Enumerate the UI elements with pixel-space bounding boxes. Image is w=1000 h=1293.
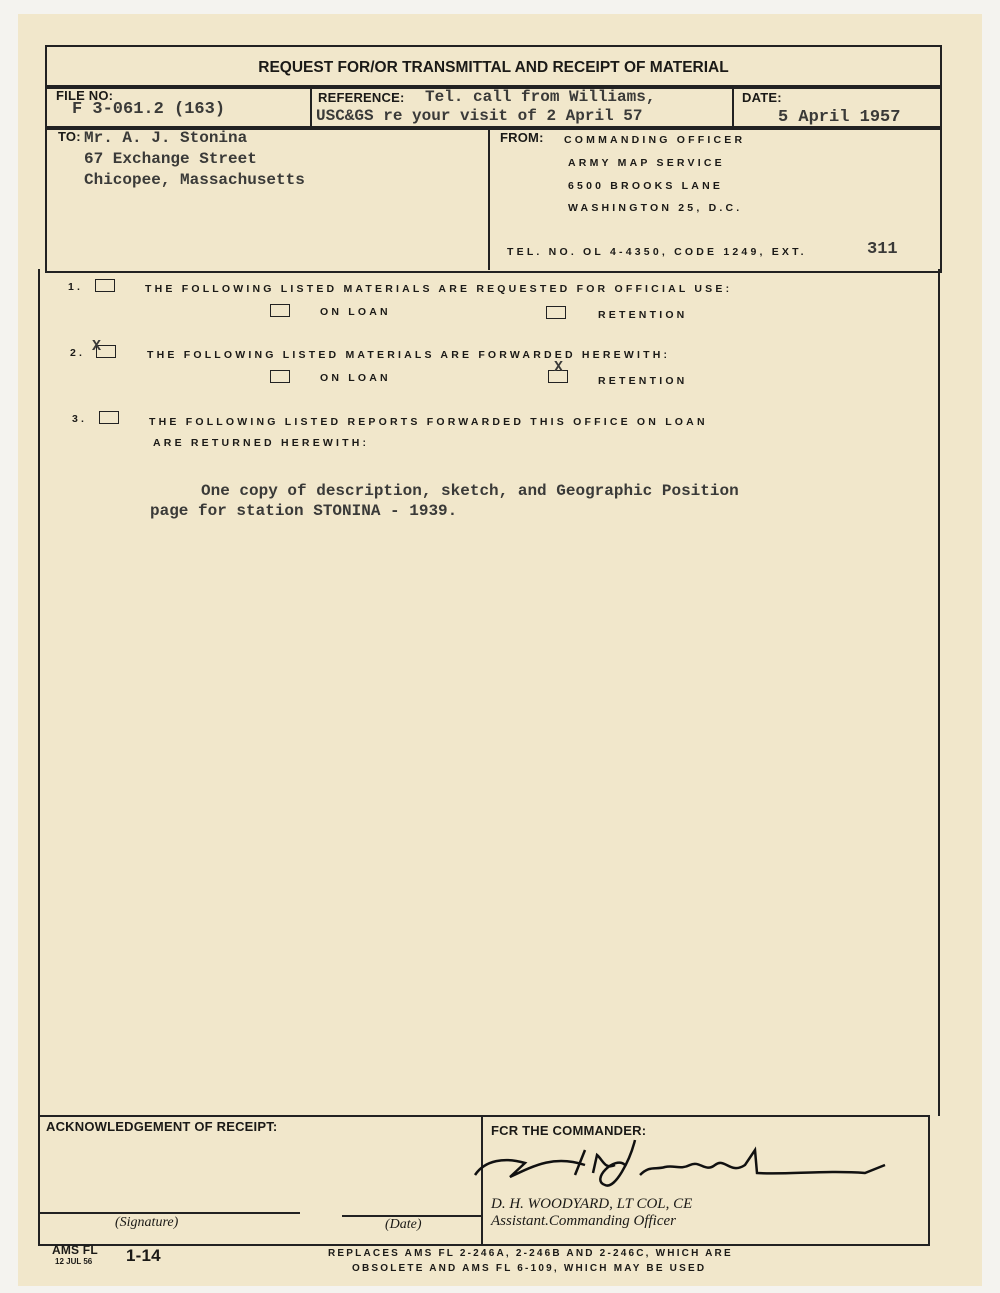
divider: [488, 127, 490, 270]
date-value: 5 April 1957: [778, 108, 901, 127]
signature-caption: (Signature): [115, 1215, 179, 1230]
item-3-text-line2: ARE RETURNED HEREWITH:: [153, 437, 370, 449]
item-2-check-mark: X: [92, 338, 102, 355]
from-ext: 311: [867, 240, 898, 259]
item-1-number: 1.: [68, 281, 84, 293]
item-3-checkbox[interactable]: [99, 411, 119, 424]
item-2-number: 2.: [70, 347, 86, 359]
date-label: DATE:: [742, 90, 782, 105]
item-2-on-loan-checkbox[interactable]: [270, 370, 290, 383]
from-label: FROM:: [500, 130, 544, 145]
materials-description: [150, 481, 739, 521]
from-line2: ARMY MAP SERVICE: [568, 157, 725, 169]
item-1-checkbox[interactable]: [95, 279, 115, 292]
file-no-value: F 3-061.2 (163): [72, 100, 226, 119]
item-1-on-loan-label: ON LOAN: [320, 306, 391, 318]
from-line4: WASHINGTON 25, D.C.: [568, 202, 743, 214]
item-1-retention-label: RETENTION: [598, 309, 688, 321]
item-1-on-loan-checkbox[interactable]: [270, 304, 290, 317]
commander-name: D. H. WOODYARD, LT COL, CE: [491, 1196, 693, 1212]
to-city: Chicopee, Massachusetts: [84, 171, 305, 189]
item-2-text: THE FOLLOWING LISTED MATERIALS ARE FORWARDED HEREWITH:: [147, 349, 671, 361]
form-title: REQUEST FOR/OR TRANSMITTAL AND RECEIPT OF MATERIAL: [258, 59, 729, 76]
file-no-label: FILE NO:: [56, 88, 114, 103]
signature-line: [40, 1212, 300, 1214]
right-border: [938, 269, 940, 1116]
commander-signature: [465, 1135, 905, 1195]
reference-line2: USC&GS re your visit of 2 April 57: [316, 107, 643, 125]
to-address: [84, 128, 305, 191]
item-1-text: THE FOLLOWING LISTED MATERIALS ARE REQUESTED FOR OFFICIAL USE:: [145, 283, 733, 295]
left-border: [38, 269, 40, 1116]
item-3-text: THE FOLLOWING LISTED REPORTS FORWARDED THIS OFFICE ON LOAN: [149, 416, 708, 428]
divider: [310, 86, 312, 128]
reference-label: REFERENCE:: [318, 90, 405, 105]
description-line2: page for station STONINA - 1939.: [150, 502, 458, 520]
to-street: 67 Exchange Street: [84, 150, 257, 168]
commander-title: Assistant.Commanding Officer: [491, 1213, 677, 1229]
description-line1: One copy of description, sketch, and Geographic Position: [201, 482, 739, 500]
commander-label: FCR THE COMMANDER:: [491, 1123, 647, 1138]
from-tel: TEL. NO. OL 4-4350, CODE 1249, EXT.: [507, 246, 807, 258]
replaces-line2: OBSOLETE AND AMS FL 6-109, WHICH MAY BE USED: [352, 1263, 707, 1274]
title-box: [45, 45, 942, 89]
replaces-line1: REPLACES AMS FL 2-246A, 2-246B AND 2-246C, WHICH ARE: [328, 1248, 733, 1259]
divider: [732, 86, 734, 128]
form-id: AMS FL: [52, 1243, 98, 1257]
from-line3: 6500 BROOKS LANE: [568, 180, 724, 192]
date-caption: (Date): [385, 1217, 422, 1232]
item-2-on-loan-label: ON LOAN: [320, 372, 391, 384]
form-number: 1-14: [126, 1246, 161, 1265]
item-2-retention-check-mark: X: [554, 359, 564, 376]
to-label: TO:: [58, 129, 81, 144]
to-name: Mr. A. J. Stonina: [84, 129, 248, 147]
from-line1: COMMANDING OFFICER: [564, 134, 746, 146]
item-3-number: 3.: [72, 413, 88, 425]
item-1-retention-checkbox[interactable]: [546, 306, 566, 319]
item-2-retention-label: RETENTION: [598, 375, 688, 387]
reference-line1: Tel. call from Williams,: [425, 88, 656, 106]
form-date: 12 JUL 56: [55, 1257, 93, 1266]
ack-label: ACKNOWLEDGEMENT OF RECEIPT:: [46, 1119, 278, 1134]
